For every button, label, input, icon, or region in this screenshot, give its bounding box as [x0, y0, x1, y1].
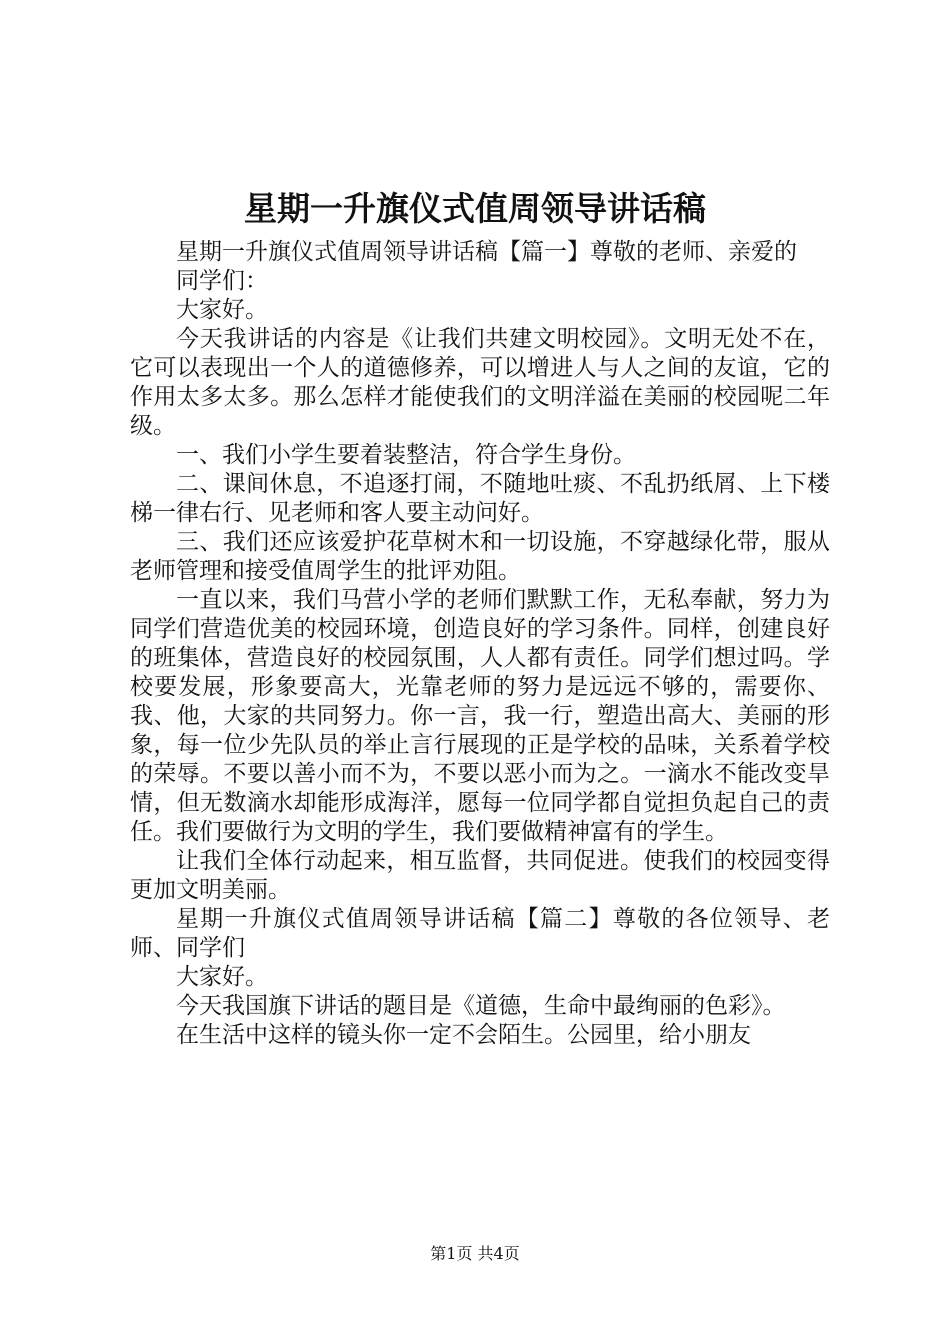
- paragraph: 一直以来，我们马营小学的老师们默默工作，无私奉献，努力为同学们营造优美的校园环境，创造良好的学习条件。同样，创建良好的班集体，营造良好的校园氛围，人人都有责任。同学们想过吗。学校要发展，形象要高大，光靠老师的努力是远远不够的，需要你、我、他，大家的共同努力。你一言，我一行，塑造出高大、美丽的形象，每一位少先队员的举止言行展现的正是学校的品味，关系着学校的荣辱。不要以善小而不为，不要以恶小而为之。一滴水不能改变旱情，但无数滴水却能形成海洋，愿每一位同学都自觉担负起自己的责任。我们要做行为文明的学生，我们要做精神富有的学生。: [130, 587, 830, 845]
- paragraph: 星期一升旗仪式值周领导讲话稿【篇一】尊敬的老师、亲爱的: [176, 239, 797, 265]
- paragraph: 让我们全体行动起来，相互监督，共同促进。使我们的校园变得更加文明美丽。: [130, 848, 830, 903]
- paragraph: 今天我国旗下讲话的题目是《道德，生命中最绚丽的色彩》。: [176, 993, 786, 1019]
- paragraph: 星期一升旗仪式值周领导讲话稿【篇二】尊敬的各位领导、老师、同学们: [130, 906, 830, 961]
- paragraph: 今天我讲话的内容是《让我们共建文明校园》。文明无处不在，它可以表现出一个人的道德修养，可以增进人与人之间的友谊，它的作用太多太多。那么怎样才能使我们的文明洋溢在美丽的校园呢二年级。: [130, 326, 830, 439]
- paragraph: 在生活中这样的镜头你一定不会陌生。公园里，给小朋友: [176, 1022, 751, 1048]
- paragraph: 二、课间休息，不追逐打闹，不随地吐痰、不乱扔纸屑、上下楼梯一律右行、见老师和客人要主动问好。: [130, 471, 830, 526]
- page-footer: [0, 1243, 950, 1265]
- paragraph: 三、我们还应该爱护花草树木和一切设施，不穿越绿化带，服从老师管理和接受值周学生的批评劝阻。: [130, 529, 830, 584]
- paragraph: 同学们：: [176, 268, 268, 294]
- paragraph: 大家好。: [176, 964, 268, 990]
- document-title: 星期一升旗仪式值周领导讲话稿: [244, 189, 706, 228]
- page-number-label: 第1页 共4页: [430, 1244, 520, 1263]
- paragraph: 大家好。: [176, 297, 268, 323]
- document-body: [130, 238, 830, 1050]
- paragraph: 一、我们小学生要着装整洁，符合学生身份。: [176, 442, 636, 468]
